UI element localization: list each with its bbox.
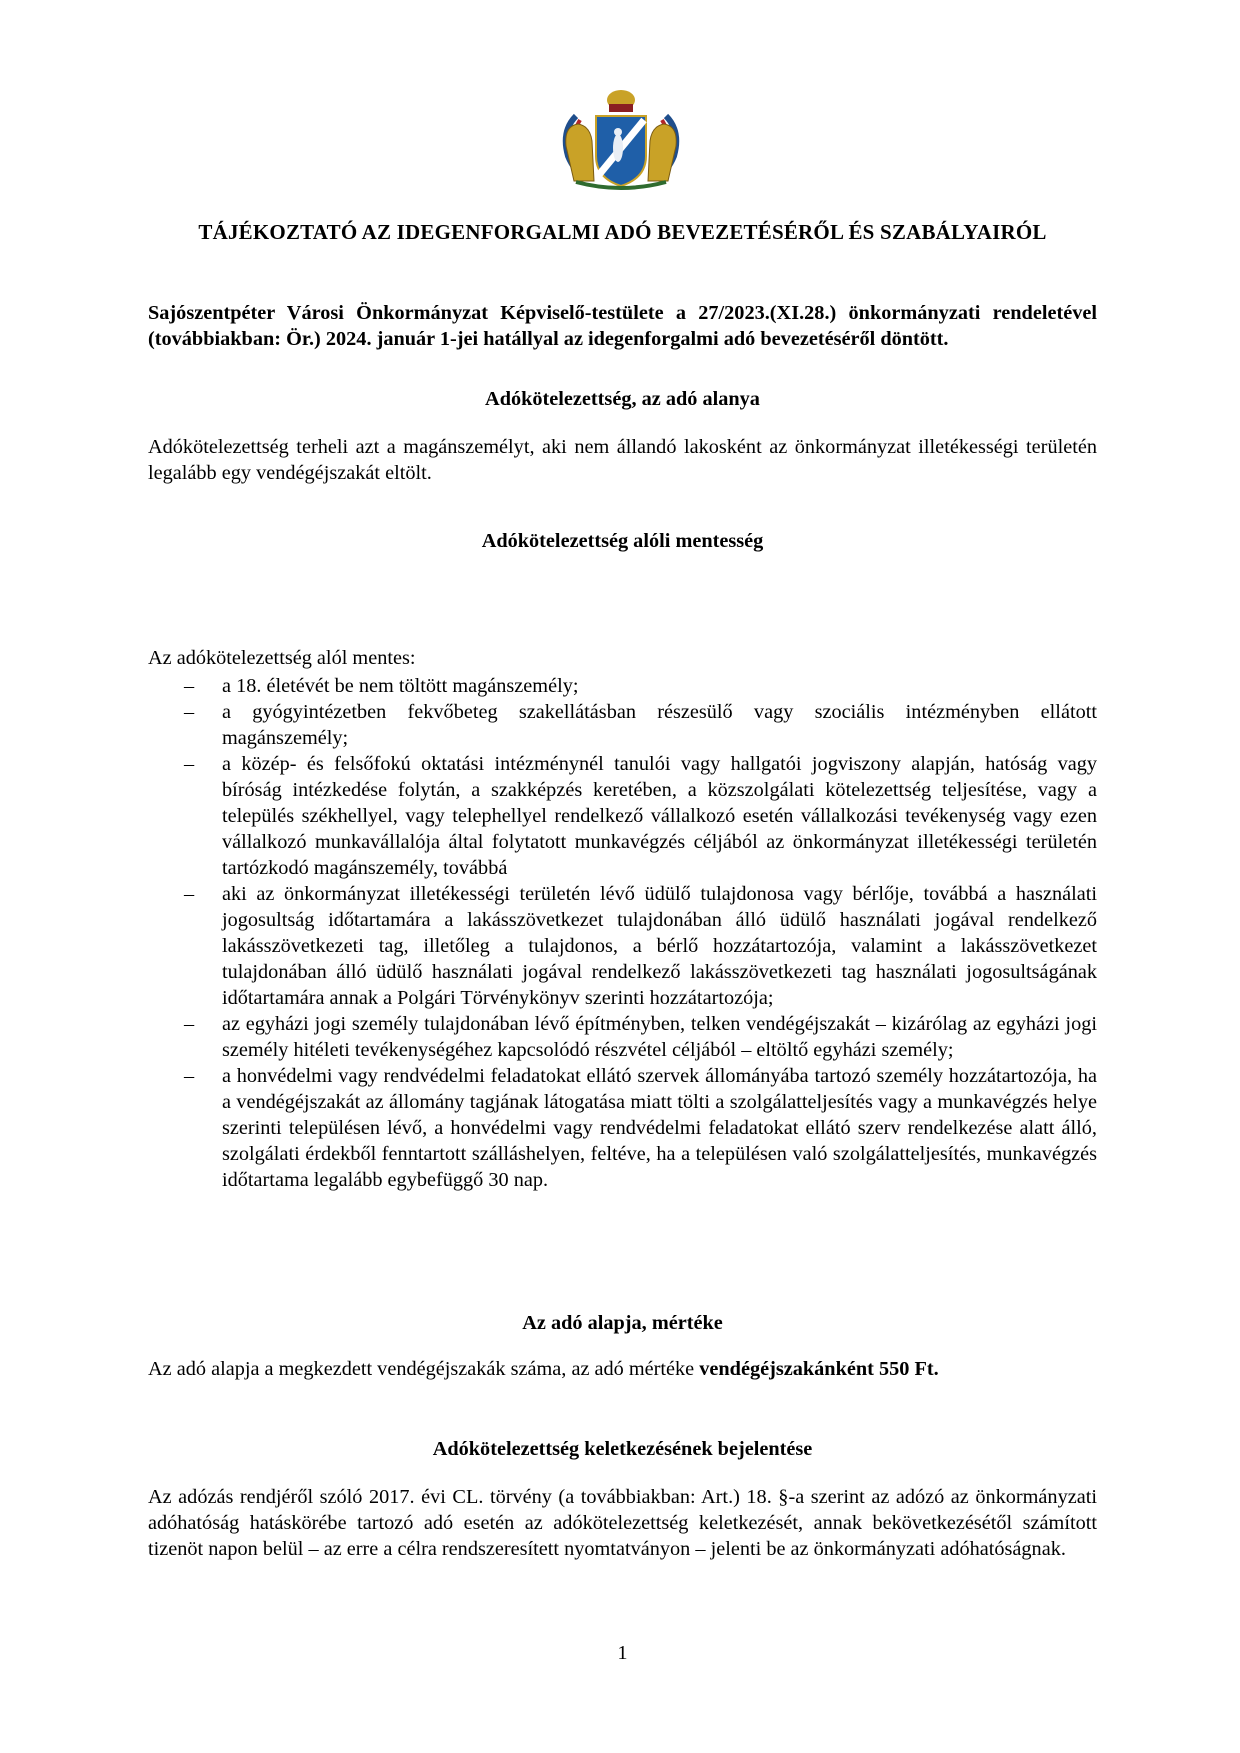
- list-item: – a 18. életévét be nem töltött magánszemély;: [184, 675, 579, 697]
- section-text-subject: Adókötelezettség terheli azt a magánszemélyt, aki nem állandó lakosként az önkormányzat illetékességi területén legalább egy vendégéjszakát eltölt.: [148, 436, 1097, 484]
- dash-bullet: –: [184, 1065, 195, 1087]
- document-title: TÁJÉKOZTATÓ AZ IDEGENFORGALMI ADÓ BEVEZETÉSÉRŐL ÉS SZABÁLYAIRÓL: [198, 220, 1047, 244]
- section-text-notification: Az adózás rendjéről szóló 2017. évi CL. törvény (a továbbiakban: Art.) 18. §-a szerint az adózó az önkormányzati adóhatóság hatáskörébe tartozó adó esetén az adókötelezettség keletkezését, annak bekövetkezésétől számított tizenöt napon belül – az erre a célra rendszeresített nyomtatványon – jelenti be az önkormányzati adóhatóságnak.: [148, 1486, 1097, 1560]
- section-heading-notification: Adókötelezettség keletkezésének bejelentése: [432, 1438, 813, 1460]
- section-text-base-rate: Az adó alapja a megkezdett vendégéjszakák száma, az adó mértéke vendégéjszakánként 550 Ft.: [148, 1358, 939, 1380]
- list-item: – a közép- és felsőfokú oktatási intézménynél tanulói vagy hallgatói jogviszony alapján, hatóság vagy bíróság intézkedése folytán, a szakképzés keretében, a közszolgálati kötelezettség teljesítése, vagy a település székhellyel, vagy telephellyel rendelkező vállalkozó esetén vállalkozási tevékenység vagy ezen vállalkozó munkavállalója által folytatott munkavégzés céljából az önkormányzat illetékességi területén tartózkodó magánszemély, továbbá: [184, 753, 1097, 879]
- section-heading-base-rate: Az adó alapja, mértéke: [522, 1312, 723, 1334]
- exemption-lead: Az adókötelezettség alól mentes:: [148, 647, 416, 669]
- dash-bullet: –: [184, 1013, 195, 1035]
- dash-bullet: –: [184, 753, 195, 775]
- list-item: – aki az önkormányzat illetékességi területén lévő üdülő tulajdonosa vagy bérlője, továbbá a használati jogosultság időtartamára a lakásszövetkezet tulajdonában álló üdülő használati jogával rendelkező lakásszövetkezeti tag, illetőleg a tulajdonos, a bérlő hozzátartozója, valamint a lakásszövetkezet tulajdonában álló üdülő használati jogával rendelkező lakásszövetkezeti tag használati jogosultságának időtartamára annak a Polgári Törvénykönyv szerinti hozzátartozója;: [184, 883, 1097, 1009]
- tax-rate: vendégéjszakánként 550 Ft.: [699, 1358, 939, 1380]
- section-heading-exemption: Adókötelezettség alóli mentesség: [481, 530, 764, 552]
- intro-paragraph: Sajószentpéter Városi Önkormányzat Képviselő-testülete a 27/2023.(XI.28.) önkormányzati rendeletével (továbbiakban: Ör.) 2024. január 1-jei hatállyal az idegenforgalmi adó bevezetéséről döntött.: [148, 302, 1097, 350]
- list-item: – a gyógyintézetben fekvőbeteg szakellátásban részesülő vagy szociális intézményben ellátott magánszemély;: [184, 701, 1097, 749]
- coat-of-arms-logo: [556, 86, 686, 192]
- list-item: – a honvédelmi vagy rendvédelmi feladatokat ellátó szervek állományába tartozó személy hozzátartozója, ha a vendégéjszakát az állomány tagjának látogatása miatt tölti a szolgálatteljesítés vagy a munkavégzés helye szerinti településen lévő, a honvédelmi vagy rendvédelmi feladatokat ellátó szerv rendelkezése alatt álló, szolgálati érdekből fenntartott szálláshelyen, feltéve, ha a településen való szolgálatteljesítés, munkavégzés időtartama legalább egybefüggő 30 nap.: [184, 1065, 1097, 1191]
- dash-bullet: –: [184, 701, 195, 723]
- list-item: – az egyházi jogi személy tulajdonában lévő építményben, telken vendégéjszakát – kizárólag az egyházi jogi személy hitéleti tevékenységéhez kapcsolódó részvétel céljából – eltöltő egyházi személy;: [184, 1013, 1097, 1061]
- page-number: 1: [617, 1642, 628, 1664]
- dash-bullet: –: [184, 675, 195, 697]
- dash-bullet: –: [184, 883, 195, 905]
- section-heading-subject: Adókötelezettség, az adó alanya: [485, 388, 760, 410]
- exemption-list: [148, 673, 1097, 1193]
